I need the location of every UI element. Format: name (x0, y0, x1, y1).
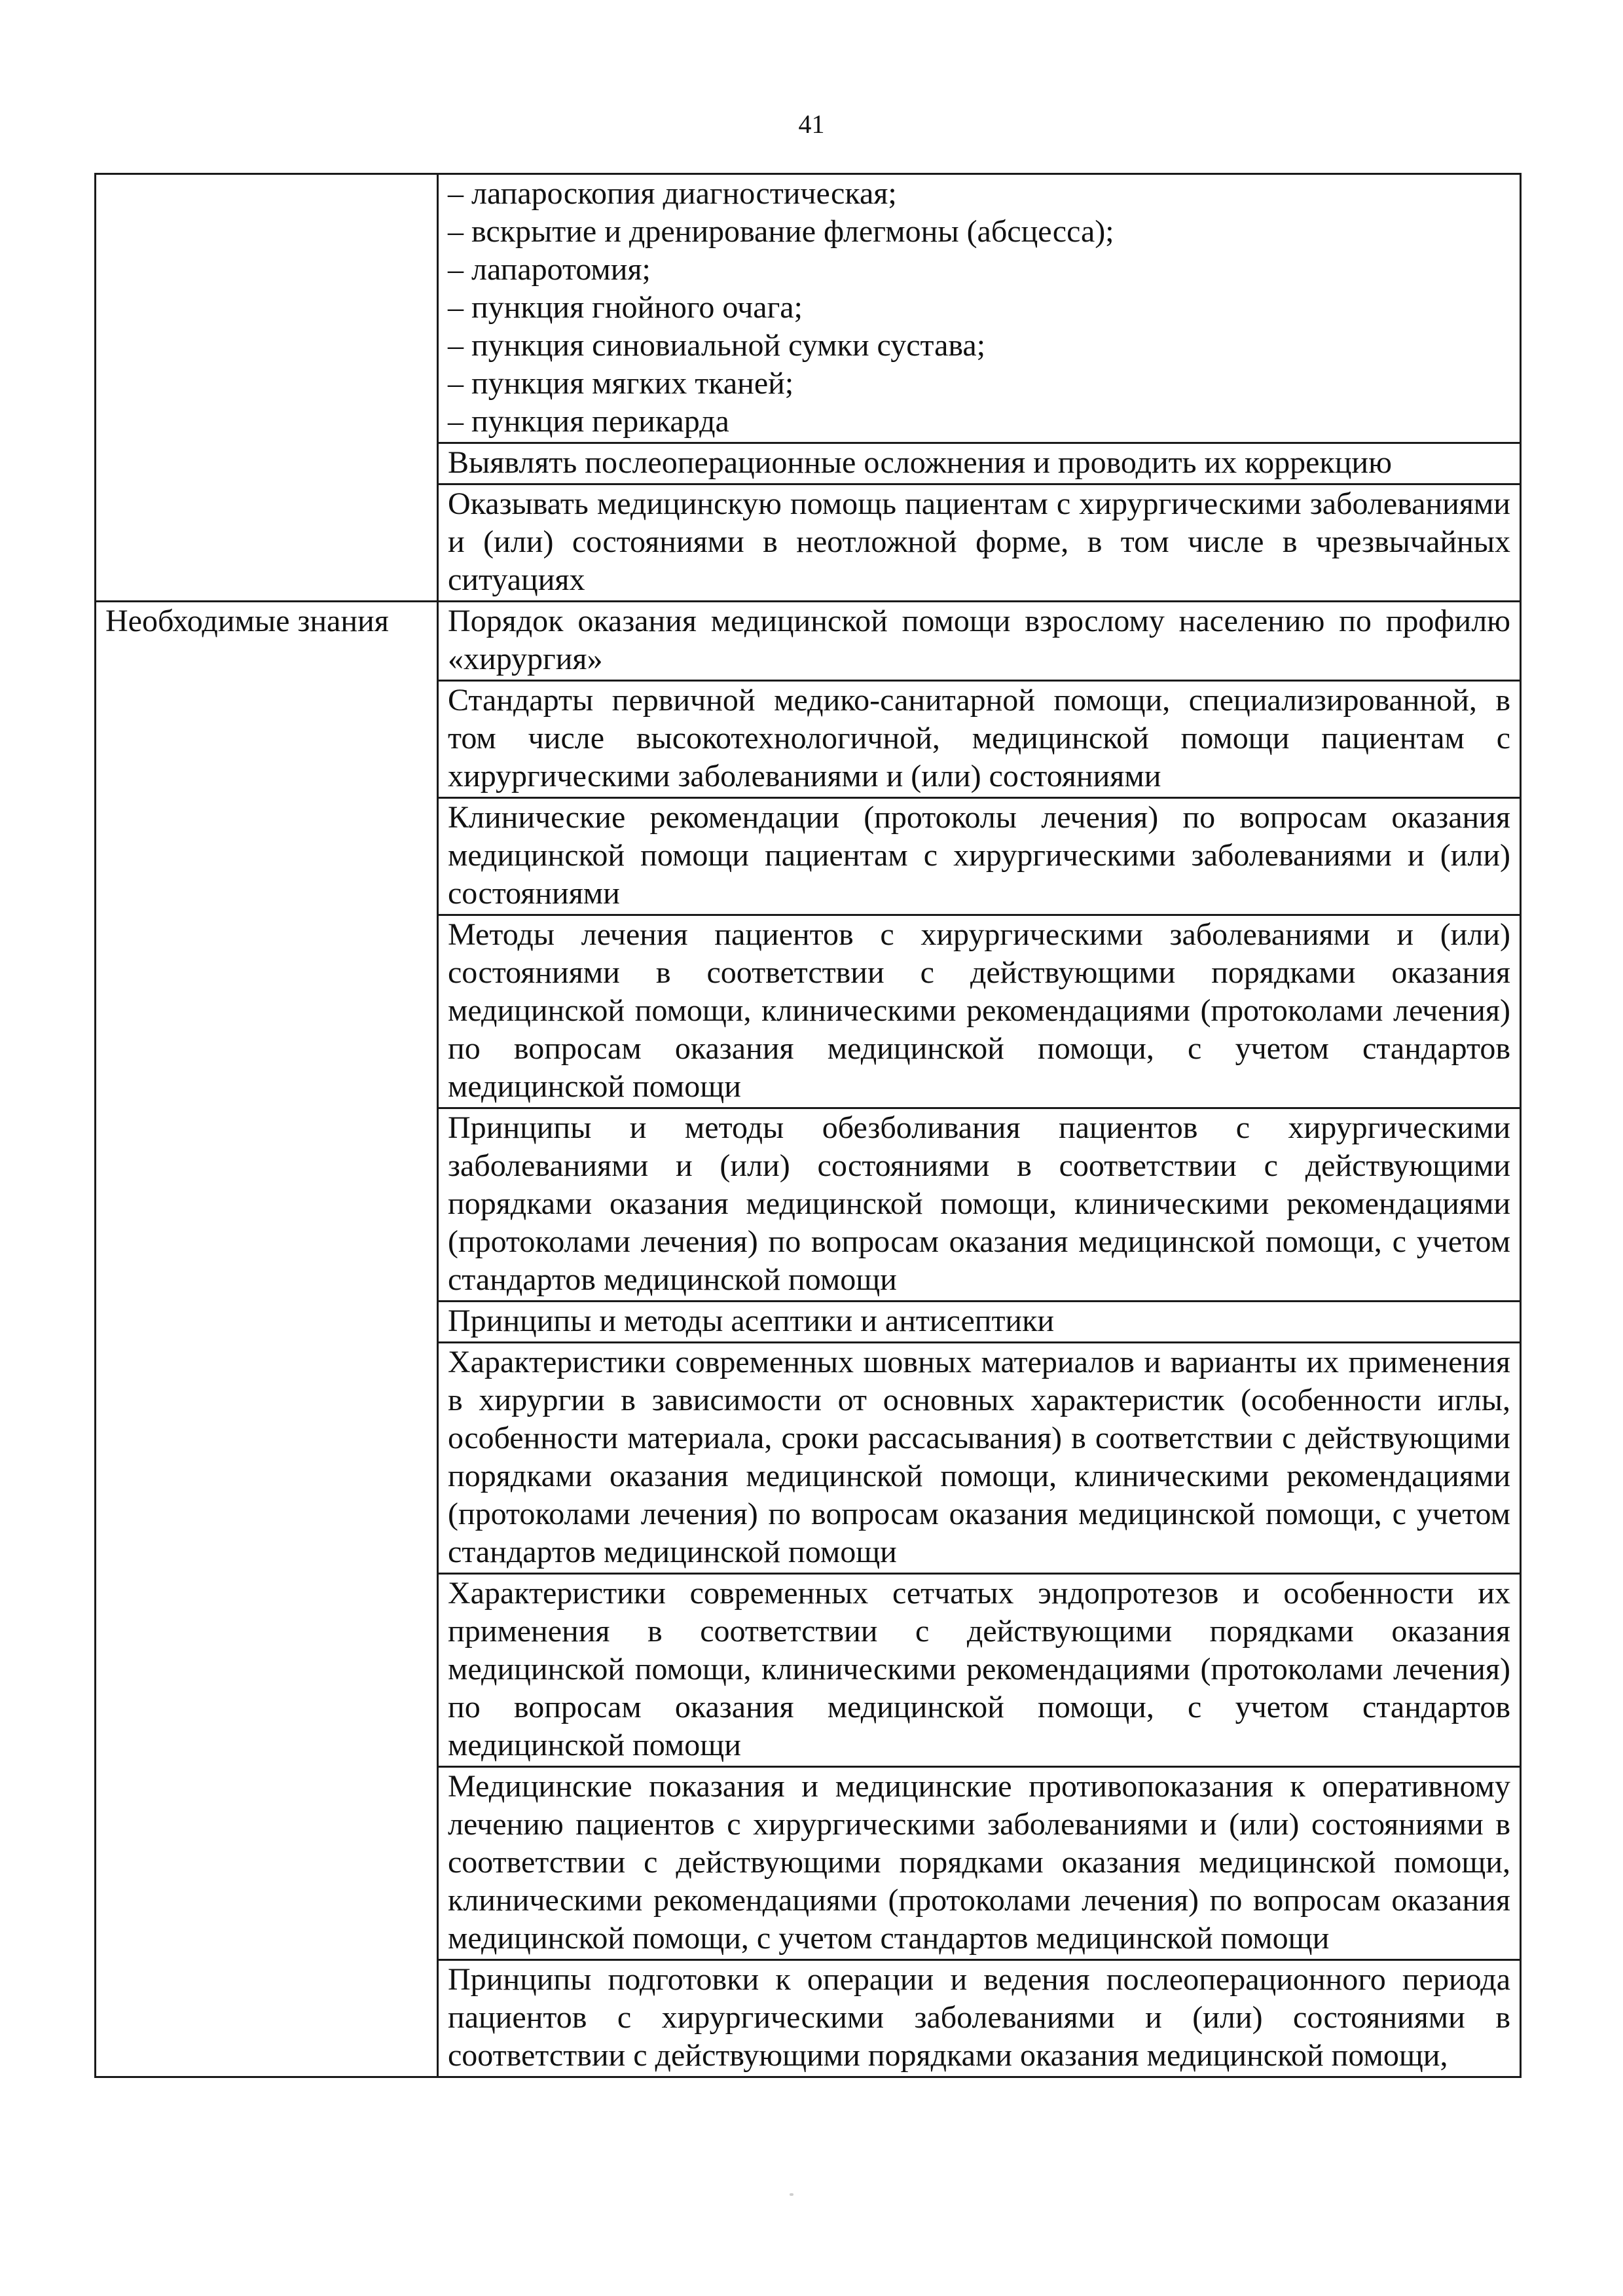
list-item: – пункция синовиальной сумки сустава; (448, 327, 1510, 365)
page-number: 41 (798, 109, 825, 139)
content-cell: Стандарты первичной медико-санитарной помощи, специализированной, в том числе высокотехнологичной, медицинской помощи пациентам с хирургическими заболеваниями и (или) состояниями (438, 681, 1521, 798)
label-cell-knowledge: Необходимые знания (96, 602, 438, 2077)
content-cell: Характеристики современных шовных материалов и варианты их применения в хирургии в зависимости от основных характеристик (особенности иглы, особенности материала, сроки рассасывания) в соответствии с действующими порядками оказания медицинской помощи, клиническими рекомендациями (протоколами лечения) по вопросам оказания медицинской помощи, с учетом стандартов медицинской помощи (438, 1343, 1521, 1574)
scan-artifact (790, 2193, 793, 2196)
list-item: – лапаротомия; (448, 251, 1510, 289)
table-row (96, 602, 1521, 681)
content-cell: Клинические рекомендации (протоколы лечения) по вопросам оказания медицинской помощи пациентам с хирургическими заболеваниями и (или) состояниями (438, 798, 1521, 915)
list-item: – вскрытие и дренирование флегмоны (абсцесса); (448, 213, 1510, 251)
content-cell: Характеристики современных сетчатых эндопротезов и особенности их применения в соответствии с действующими порядками оказания медицинской помощи, клиническими рекомендациями (протоколами лечения) по вопросам оказания медицинской помощи, с учетом стандартов медицинской помощи (438, 1574, 1521, 1767)
label-cell-skills-continued (96, 174, 438, 602)
list-item: – пункция гнойного очага; (448, 289, 1510, 327)
content-cell: Выявлять послеоперационные осложнения и проводить их коррекцию (438, 443, 1521, 484)
list-item: – лапароскопия диагностическая; (448, 175, 1510, 213)
content-cell: Принципы подготовки к операции и ведения послеоперационного периода пациентов с хирургическими заболеваниями и (или) состояниями в соответствии с действующими порядками оказания медицинской помощи, (438, 1960, 1521, 2077)
list-item: – пункция мягких тканей; (448, 365, 1510, 403)
content-cell: Принципы и методы асептики и антисептики (438, 1302, 1521, 1343)
content-cell: Медицинские показания и медицинские противопоказания к оперативному лечению пациентов с хирургическими заболеваниями и (или) состояниями в соответствии с действующими порядками оказания медицинской помощи, клиническими рекомендациями (протоколами лечения) по вопросам оказания медицинской помощи, с учетом стандартов медицинской помощи (438, 1767, 1521, 1960)
content-cell: Оказывать медицинскую помощь пациентам с хирургическими заболеваниями и (или) состояниями в неотложной форме, в том числе в чрезвычайных ситуациях (438, 484, 1521, 602)
table-row (96, 174, 1521, 443)
content-cell: Методы лечения пациентов с хирургическими заболеваниями и (или) состояниями в соответствии с действующими порядками оказания медицинской помощи, клиническими рекомендациями (протоколами лечения) по вопросам оказания медицинской помощи, с учетом стандартов медицинской помощи (438, 915, 1521, 1108)
content-cell: Принципы и методы обезболивания пациентов с хирургическими заболеваниями и (или) состояниями в соответствии с действующими порядками оказания медицинской помощи, клиническими рекомендациями (протоколами лечения) по вопросам оказания медицинской помощи, с учетом стандартов медицинской помощи (438, 1108, 1521, 1302)
content-cell: Порядок оказания медицинской помощи взрослому населению по профилю «хирургия» (438, 602, 1521, 681)
list-item: – пункция перикарда (448, 403, 1510, 441)
content-cell-procedures-list (438, 174, 1521, 443)
requirements-table (94, 173, 1522, 2078)
